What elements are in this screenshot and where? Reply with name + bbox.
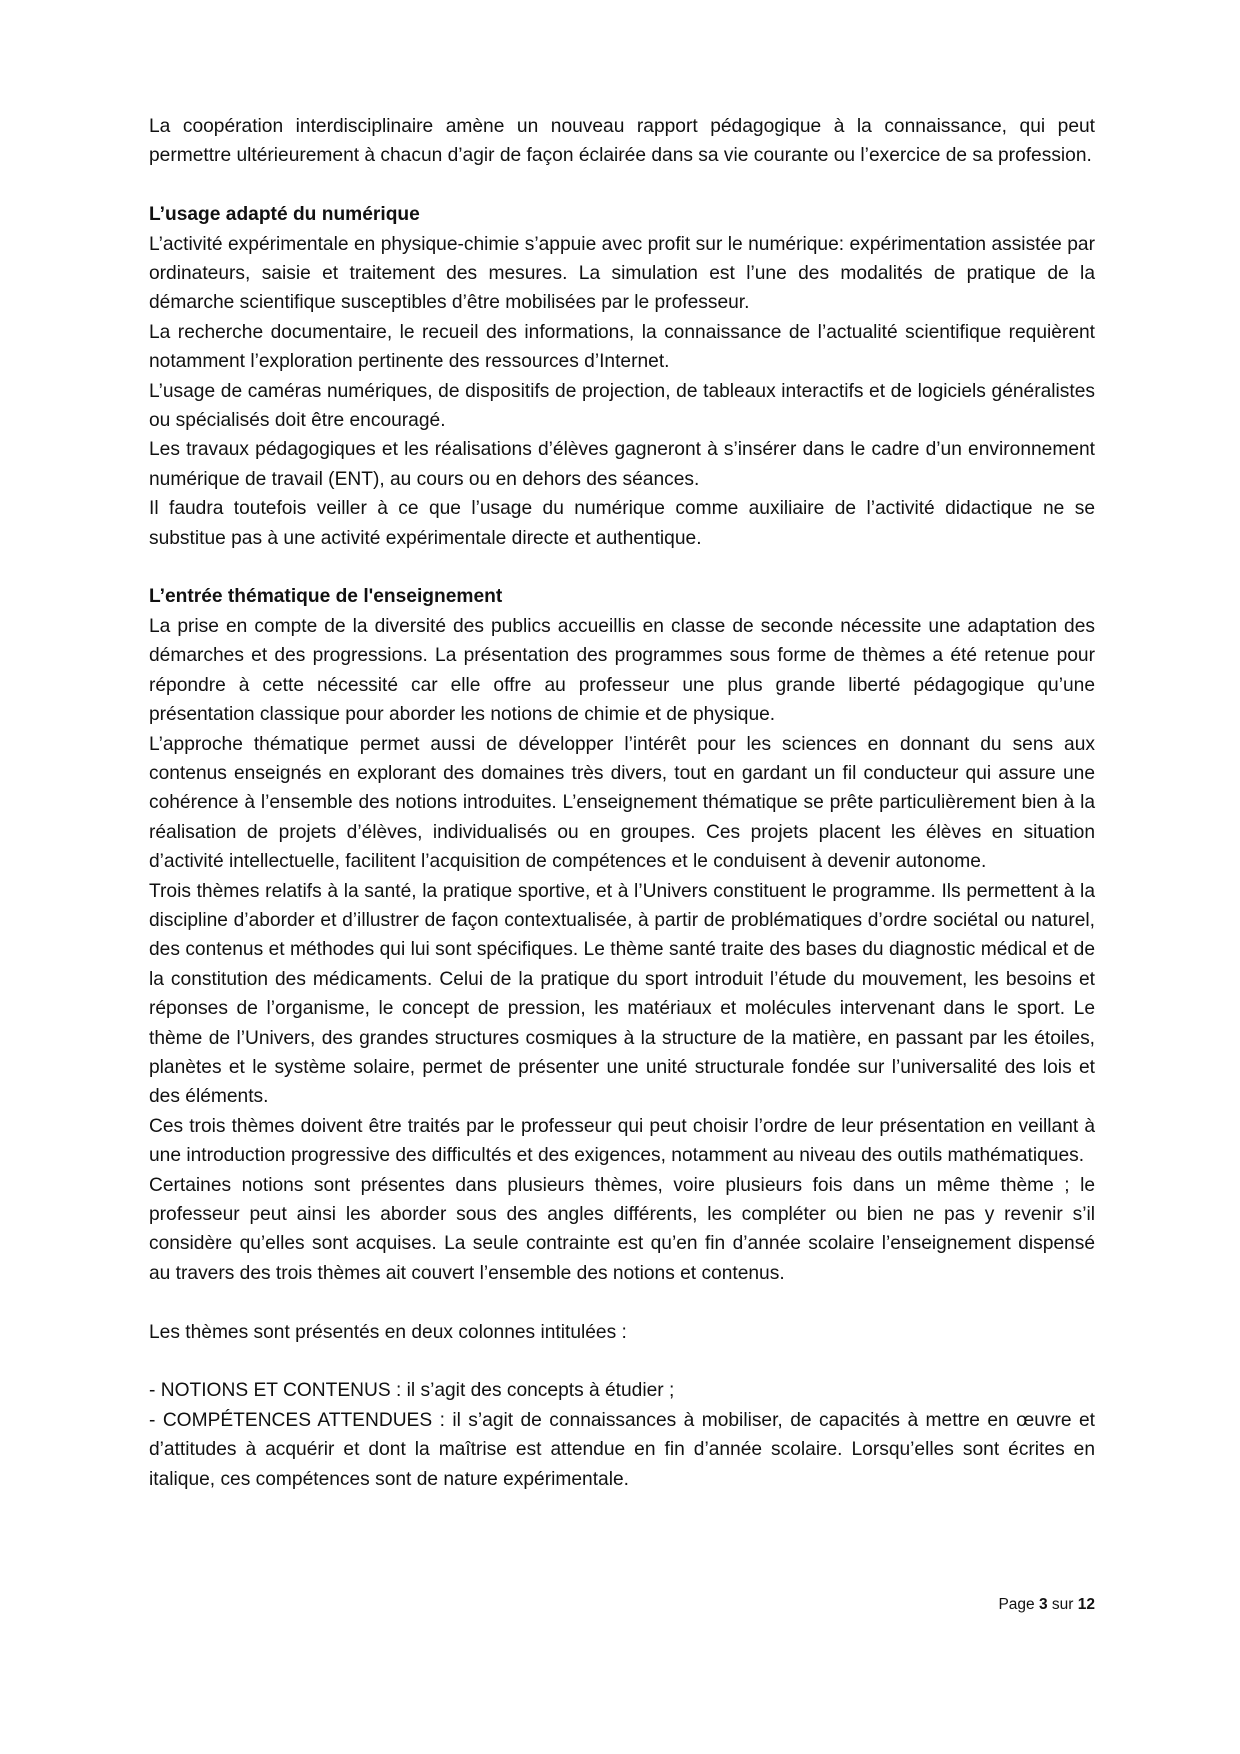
document-page — [149, 112, 1095, 1494]
numerique-paragraph: La recherche documentaire, le recueil des informations, la connaissance de l’actualité scientifique requièrent notamment l’exploration pertinente des ressources d’Internet. — [149, 321, 1095, 373]
numerique-paragraph: Il faudra toutefois veiller à ce que l’usage du numérique comme auxiliaire de l’activité didactique ne se substitue pas à une activité expérimentale directe et authentique. — [149, 498, 1095, 549]
spacer — [149, 171, 1095, 200]
thematique-paragraph: Trois thèmes relatifs à la santé, la pratique sportive, et à l’Univers constituent le programme. Ils permettent à la discipline d’aborder et d’illustrer de façon contextualisée, à partir de problématiques d’ordre sociétal ou naturel, des contenus et méthodes qui lui sont spécifiques. Le thème santé traite des bases du diagnostic médical et de la constitution des médicaments. Celui de la pratique du sport introduit l’étude du mouvement, les besoins et réponses de l’organisme, le concept de pression, les matériaux et molécules intervenant dans le sport. Le thème de l’Univers, des grandes structures cosmiques à la structure de la matière, en passant par les étoiles, planètes et le système solaire, permet de présenter une unité structurale fondée sur l’universalité des lois et des éléments. — [149, 880, 1095, 1108]
list-item: - NOTIONS ET CONTENUS : il s’agit des concepts à étudier ; — [149, 1380, 675, 1402]
thematique-paragraph: La prise en compte de la diversité des publics accueillis en classe de seconde nécessite une adaptation des démarches et des progressions. La présentation des programmes sous forme de thèmes a été retenue pour répondre à cette nécessité car elle offre au professeur une plus grande liberté pédagogique qu’une présentation classique pour aborder les notions de chimie et de physique. — [149, 615, 1095, 726]
intro-paragraph: La coopération interdisciplinaire amène un nouveau rapport pédagogique à la connaissance, qui peut permettre ultérieurement à chacun d’agir de façon éclairée dans sa vie courante ou l’exercice de sa profession. — [149, 116, 1095, 167]
columns-intro: Les thèmes sont présentés en deux colonnes intitulées : — [149, 1321, 627, 1343]
page-label: Page — [998, 1596, 1035, 1613]
page-footer — [998, 1596, 1095, 1614]
thematique-paragraph: L’approche thématique permet aussi de développer l’intérêt pour les sciences en donnant du sens aux contenus enseignés en explorant des domaines très divers, tout en gardant un fil conducteur qui assure une cohérence à l’ensemble des notions introduites. L’enseignement thématique se prête particulièrement bien à la réalisation de projets d’élèves, individualisés ou en groupes. Ces projets placent les élèves en situation d’activité intellectuelle, facilitent l’acquisition de compétences et le conduisent à devenir autonome. — [149, 733, 1095, 873]
of-label: sur — [1051, 1596, 1074, 1613]
section-heading-numerique: L’usage adapté du numérique — [149, 204, 420, 226]
spacer — [149, 1347, 1095, 1376]
numerique-paragraph: L’activité expérimentale en physique-chimie s’appuie avec profit sur le numérique: expérimentation assistée par ordinateurs, saisie et traitement des mesures. La simulation est l’une des modalités de pratique de la démarche scientifique susceptibles d’être mobilisées par le professeur. — [149, 233, 1095, 314]
thematique-paragraph: Certaines notions sont présentes dans plusieurs thèmes, voire plusieurs fois dans un même thème ; le professeur peut ainsi les aborder sous des angles différents, les compléter ou bien ne pas y revenir s’il considère qu’elles sont acquises. La seule contrainte est qu’en fin d’année scolaire l’enseignement dispensé au travers des trois thèmes ait couvert l’ensemble des notions et contenus. — [149, 1174, 1095, 1284]
list-item: - COMPÉTENCES ATTENDUES : il s’agit de connaissances à mobiliser, de capacités à mettre en œuvre et d’attitudes à acquérir et dont la maîtrise est attendue en fin d’année scolaire. Lorsqu’elles sont écrites en italique, ces compétences sont de nature expérimentale. — [149, 1409, 1095, 1490]
thematique-paragraph: Ces trois thèmes doivent être traités par le professeur qui peut choisir l’ordre de leur présentation en veillant à une introduction progressive des difficultés et des exigences, notamment au niveau des outils mathématiques. — [149, 1115, 1095, 1167]
spacer — [149, 553, 1095, 582]
total-pages: 12 — [1077, 1596, 1095, 1613]
spacer — [149, 1288, 1095, 1317]
section-heading-thematique: L’entrée thématique de l'enseignement — [149, 586, 503, 608]
numerique-paragraph: L’usage de caméras numériques, de dispositifs de projection, de tableaux interactifs et de logiciels généralistes ou spécialisés doit être encouragé. — [149, 380, 1095, 432]
numerique-paragraph: Les travaux pédagogiques et les réalisations d’élèves gagneront à s’insérer dans le cadre d’un environnement numérique de travail (ENT), au cours ou en dehors des séances. — [149, 439, 1095, 490]
page-number: 3 — [1038, 1596, 1048, 1613]
